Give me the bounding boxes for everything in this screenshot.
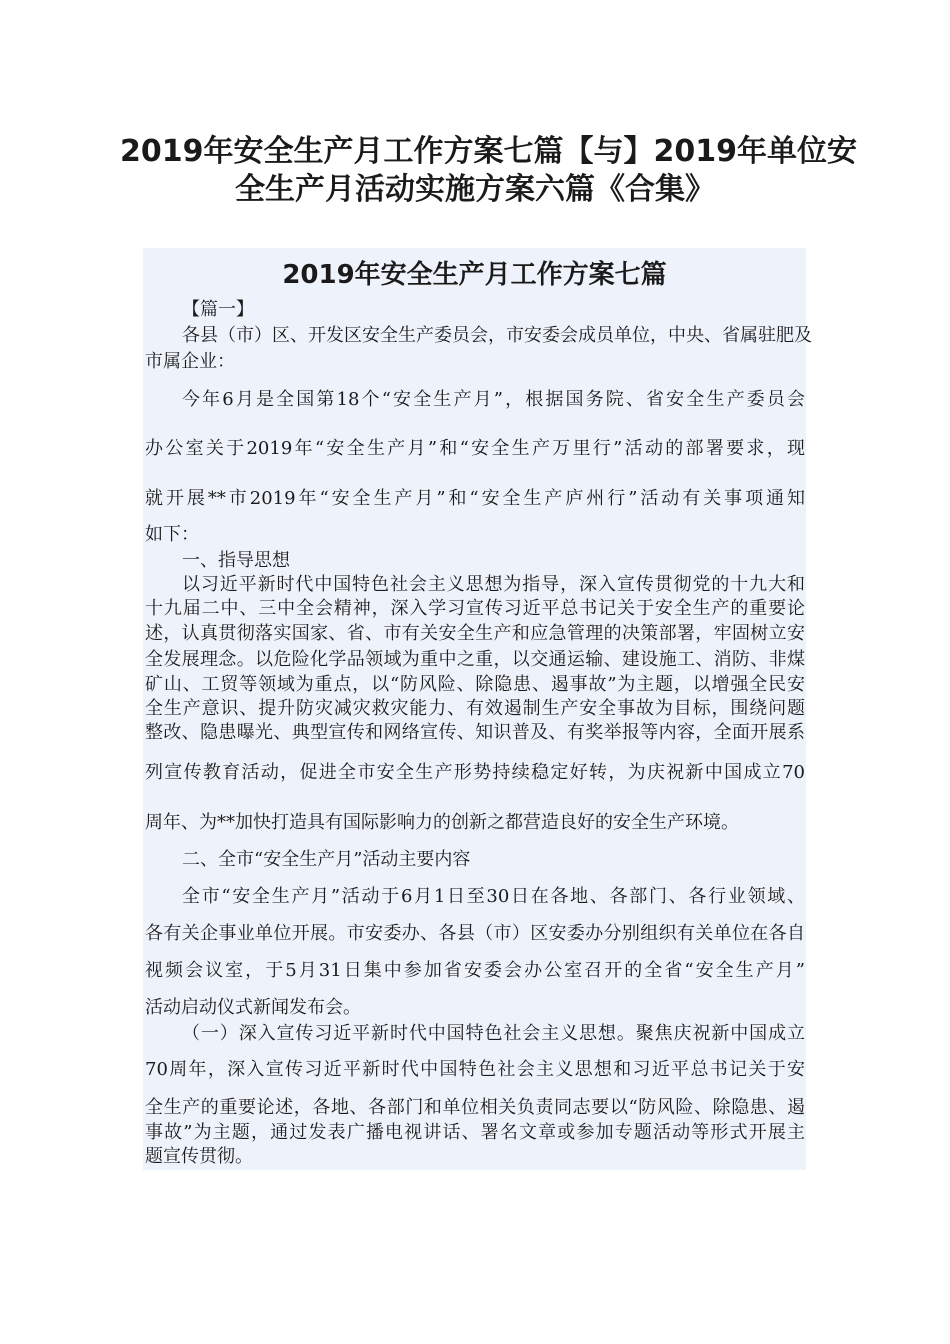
paragraph-line: 市属企业： [145,351,235,372]
paragraph-line: 办公室关于2019年“安全生产月”和“安全生产万里行”活动的部署要求，现 [145,438,805,459]
paragraph-line: 以习近平新时代中国特色社会主义思想为指导，深入宣传贯彻党的十九大和 [182,574,805,595]
paragraph-line: 矿山、工贸等领域为重点，以“防风险、除隐患、遏事故”为主题，以增强全民安 [145,674,805,695]
paragraph-line: （一）深入宣传习近平新时代中国特色社会主义思想。聚焦庆祝新中国成立 [182,1023,805,1044]
paragraph-line: 述，认真贯彻落实国家、省、市有关安全生产和应急管理的决策部署，牢固树立安 [145,623,805,644]
paragraph-line: 十九届二中、三中全会精神，深入学习宣传习近平总书记关于安全生产的重要论 [145,598,805,619]
document-title-line-2: 全生产月活动实施方案六篇《合集》 [235,172,715,207]
section-subheading: 二、全市“安全生产月”活动主要内容 [182,849,471,870]
paragraph-line: 视频会议室，于5月31日集中参加省安委会办公室召开的全省“安全生产月” [145,960,805,981]
paragraph-line: 周年、为**加快打造具有国际影响力的创新之都营造良好的安全生产环境。 [145,812,739,833]
paragraph-line: 活动启动仪式新闻发布会。 [145,997,361,1018]
paragraph-line: 各县（市）区、开发区安全生产委员会，市安委会成员单位，中央、省属驻肥及 [182,325,812,346]
part-label: 【篇一】 [182,299,254,320]
paragraph-line: 全市“安全生产月”活动于6月1日至30日在各地、各部门、各行业领域、 [182,886,805,907]
paragraph-line: 全发展理念。以危险化学品领域为重中之重，以交通运输、建设施工、消防、非煤 [145,649,805,670]
paragraph-line: 全生产意识、提升防灾减灾救灾能力、有效遏制生产安全事故为目标，围绕问题 [145,698,805,719]
paragraph-line: 如下： [145,524,199,545]
paragraph-line: 全生产的重要论述，各地、各部门和单位相关负责同志要以“防风险、除隐患、遏 [145,1097,805,1118]
paragraph-line: 题宣传贯彻。 [145,1146,253,1167]
paragraph-line: 事故”为主题，通过发表广播电视讲话、署名文章或参加专题活动等形式开展主 [145,1122,805,1143]
section-heading: 2019年安全生产月工作方案七篇 [282,260,667,290]
paragraph-line: 各有关企事业单位开展。市安委办、各县（市）区安委办分别组织有关单位在各自 [145,923,805,944]
paragraph-line: 整改、隐患曝光、典型宣传和网络宣传、知识普及、有奖举报等内容，全面开展系 [145,722,805,743]
paragraph-line: 70周年，深入宣传习近平新时代中国特色社会主义思想和习近平总书记关于安 [145,1059,805,1080]
paragraph-line: 就开展**市2019年“安全生产月”和“安全生产庐州行”活动有关事项通知 [145,488,805,509]
document-title-line-1: 2019年安全生产月工作方案七篇【与】2019年单位安 [120,134,857,169]
paragraph-line: 列宣传教育活动，促进全市安全生产形势持续稳定好转，为庆祝新中国成立70 [145,762,805,783]
section-subheading: 一、指导思想 [182,550,290,571]
paragraph-line: 今年6月是全国第18个“安全生产月”，根据国务院、省安全生产委员会 [182,389,805,410]
